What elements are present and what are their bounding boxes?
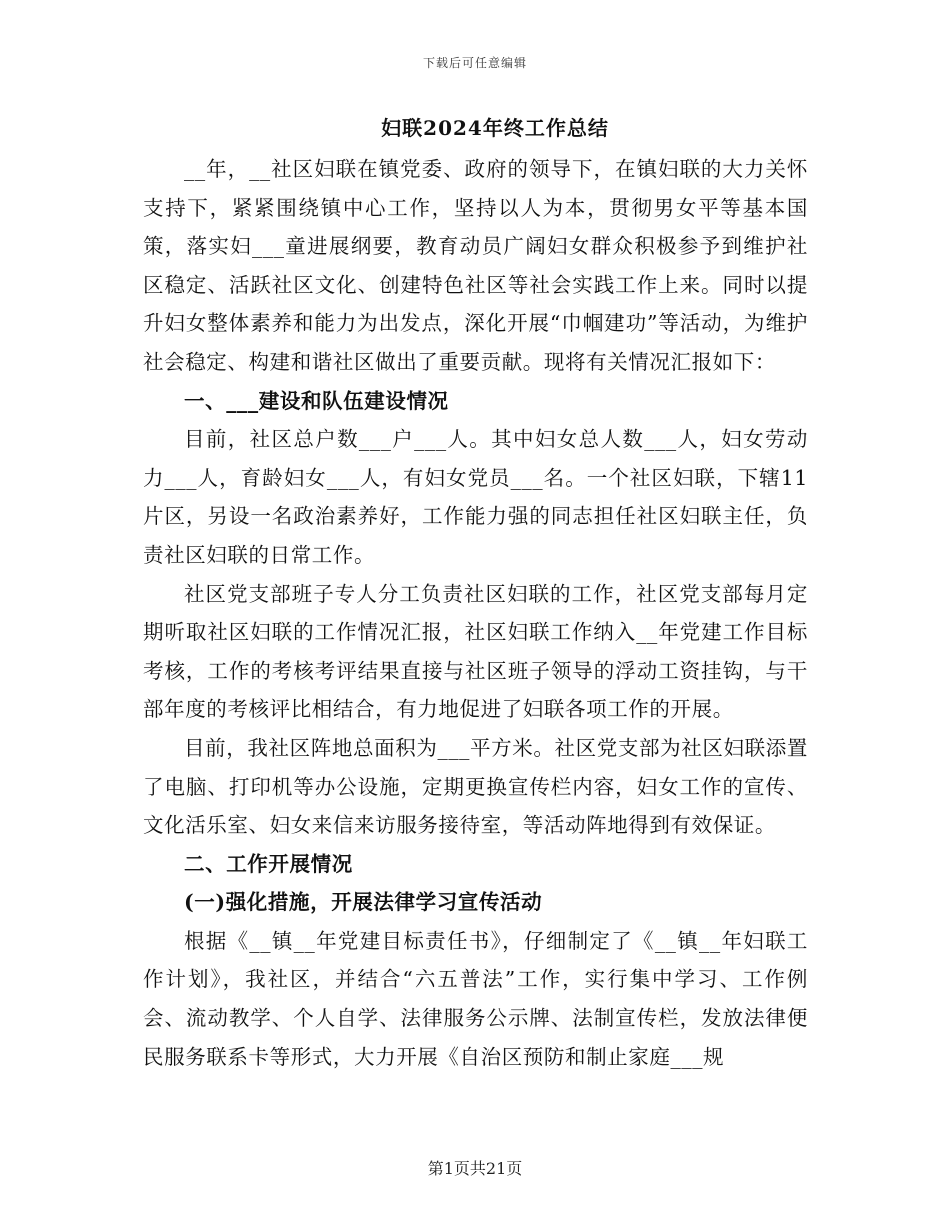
document-title: 妇联2024年终工作总结 <box>381 116 609 140</box>
intro-paragraph: __年，__社区妇联在镇党委、政府的领导下，在镇妇联的大力关怀支持下，紧紧围绕镇中心工作，坚持以人为本，贯彻男女平等基本国策，落实妇___童进展纲要，教育动员广阔妇女群众积极参予到维护社区稳定、活跃社区文化、创建特色社区等社会实践工作上来。同时以提升妇女整体素养和能力为出发点，深化开展“巾帼建功”等活动，为维护社会稳定、构建和谐社区做出了重要贡献。现将有关情况汇报如下： <box>143 157 808 374</box>
section-heading-2: 二、工作开展情况 <box>184 851 353 876</box>
body-paragraph: 目前，我社区阵地总面积为___平方米。社区党支部为社区妇联添置了电脑、打印机等办公设施，定期更换宣传栏内容，妇女工作的宣传、文化活乐室、妇女来信来访服务接待室，等活动阵地得到有效保证。 <box>143 735 808 838</box>
page-header-note: 下载后可任意编辑 <box>422 56 527 70</box>
body-paragraph: 社区党支部班子专人分工负责社区妇联的工作，社区党支部每月定期听取社区妇联的工作情况汇报，社区妇联工作纳入__年党建工作目标考核，工作的考核考评结果直接与社区班子领导的浮动工资挂钩，与干部年度的考核评比相结合，有力地促进了妇联各项工作的开展。 <box>143 581 808 722</box>
body-paragraph: 根据《__镇__年党建目标责任书》，仔细制定了《__镇__年妇联工作计划》，我社区，并结合“六五普法”工作，实行集中学习、工作例会、流动教学、个人自学、法律服务公示牌、法制宣传栏，发放法律便民服务联系卡等形式，大力开展《自治区预防和制止家庭___规 <box>143 928 808 1069</box>
document-body <box>143 150 808 1076</box>
subsection-heading-1: (一)强化措施，开展法律学习宣传活动 <box>184 890 543 915</box>
body-paragraph: 目前，社区总户数___户___人。其中妇女总人数___人，妇女劳动力___人，育龄妇女___人，有妇女党员___名。一个社区妇联，下辖11片区，另设一名政治素养好，工作能力强的同志担任社区妇联主任，负责社区妇联的日常工作。 <box>143 427 808 567</box>
section-heading-1: 一、___建设和队伍建设情况 <box>184 388 449 413</box>
page-number-footer: 第1页共21页 <box>427 1159 523 1178</box>
